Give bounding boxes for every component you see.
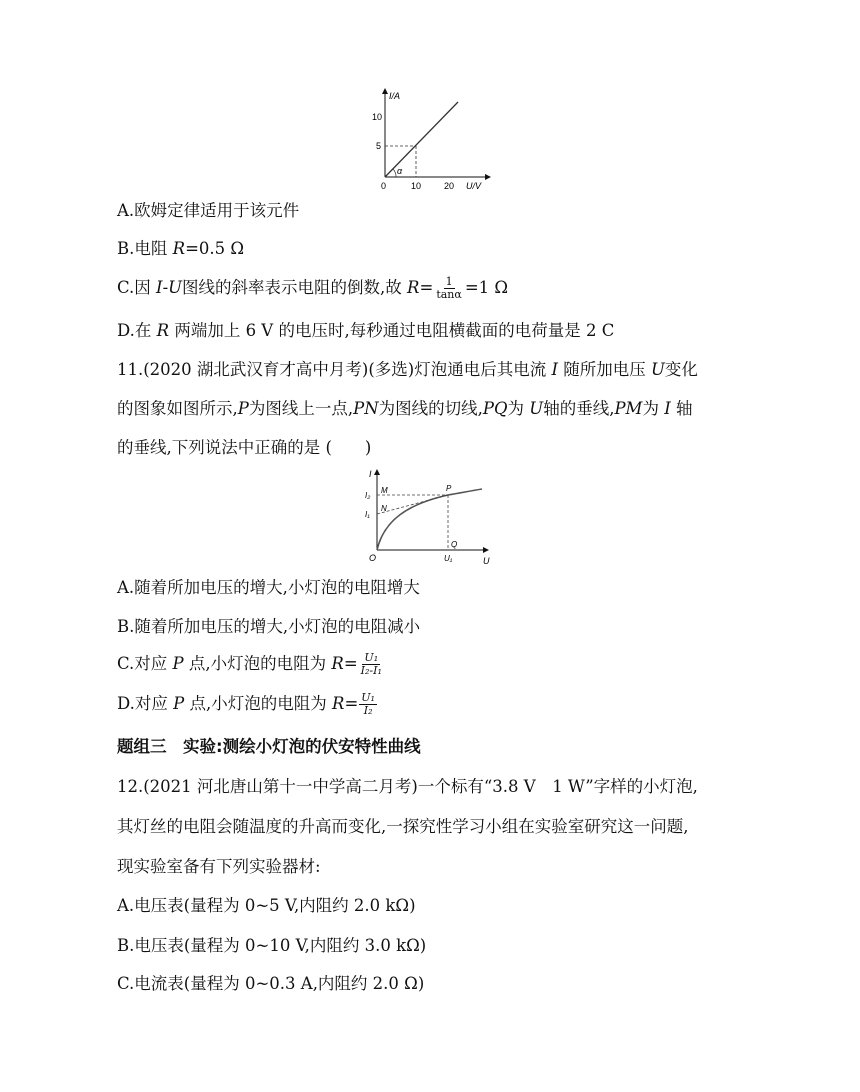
fraction-denominator: I₂-I₁ <box>360 664 382 677</box>
data-line <box>385 102 458 177</box>
q11-option-d <box>117 692 378 717</box>
q-label: Q <box>451 540 458 549</box>
q12-option-b: B.电压表(量程为 0~10 V,内阻约 3.0 kΩ) <box>117 936 427 955</box>
text: D.在 <box>117 321 157 340</box>
q12-stem-line1: 12.(2021 河北唐山第十一中学高二月考)一个标有“3.8 V 1 W”字样的小灯泡, <box>117 777 698 796</box>
tangent-line-pn <box>377 495 448 514</box>
var-p: P <box>173 694 185 713</box>
text: = <box>343 654 358 673</box>
y-tick-10: 10 <box>372 112 383 122</box>
q11-stem-line3: 的垂线,下列说法中正确的是 ( ) <box>117 438 372 457</box>
text: = <box>419 278 434 297</box>
fraction <box>359 652 384 677</box>
text: 两端加上 6 V 的电压时,每秒通过电阻横截面的电荷量是 2 C <box>169 321 615 340</box>
text: B.电阻 <box>117 239 173 258</box>
text: =1 Ω <box>464 278 509 297</box>
p-label: P <box>446 484 452 493</box>
x-tick-10: 10 <box>411 181 422 191</box>
y-tick-5: 5 <box>376 141 382 151</box>
var-i: I <box>664 399 671 418</box>
y-axis-label: I <box>369 469 372 479</box>
var-u: U <box>651 360 665 379</box>
n-label: N <box>381 504 387 513</box>
m-label: M <box>381 486 388 495</box>
fraction <box>359 692 377 717</box>
q10-option-d <box>117 319 614 343</box>
var-pm: PM <box>614 399 643 418</box>
var-p: P <box>237 399 249 418</box>
graph-bulb-iu <box>360 468 500 570</box>
text: 为 <box>507 399 530 418</box>
text: 为 <box>642 399 665 418</box>
text: 为图线的切线, <box>378 399 483 418</box>
angle-label: α <box>397 166 403 176</box>
var-r: R <box>172 239 186 258</box>
graph-linear-iu <box>360 85 500 195</box>
text: C.对应 <box>117 654 173 673</box>
text: 图线的斜率表示电阻的倒数,故 <box>182 278 408 297</box>
i1-label: I₁ <box>365 510 370 519</box>
q11-option-a: A.随着所加电压的增大,小灯泡的电阻增大 <box>117 578 420 597</box>
q10-option-c <box>117 276 508 301</box>
var-r: R <box>407 278 420 297</box>
var-pn: PN <box>353 399 379 418</box>
q12-stem-line3: 现实验室备有下列实验器材: <box>117 857 321 876</box>
x-axis-label: U <box>483 556 490 566</box>
var-i: I <box>156 278 163 297</box>
q12-stem-line2: 其灯丝的电阻会随温度的升高而变化,一探究性学习小组在实验室研究这一问题, <box>117 817 689 836</box>
y-axis-label: I/A <box>389 91 401 101</box>
q10-option-b <box>117 237 244 261</box>
fraction-numerator: 1 <box>445 275 453 288</box>
x-tick-20: 20 <box>444 181 455 191</box>
text: D.对应 <box>117 694 174 713</box>
text: 轴 <box>670 399 693 418</box>
var-r: R <box>156 321 170 340</box>
text: 点,小灯泡的电阻为 <box>183 654 332 673</box>
q11-stem-line1 <box>117 358 698 382</box>
text: 轴的垂线, <box>543 399 615 418</box>
fraction-denominator: I₂ <box>363 704 373 717</box>
origin-label: O <box>369 553 377 563</box>
q11-option-b: B.随着所加电压的增大,小灯泡的电阻减小 <box>117 617 421 636</box>
var-r: R <box>332 694 345 713</box>
x-axis-label: U/V <box>466 181 482 191</box>
var-r: R <box>331 654 344 673</box>
q12-option-a: A.电压表(量程为 0~5 V,内阻约 2.0 kΩ) <box>117 896 416 915</box>
q10-option-a: A.欧姆定律适用于该元件 <box>117 201 300 220</box>
var-u: U <box>529 399 544 418</box>
text: 变化 <box>664 360 698 379</box>
var-pq: PQ <box>482 399 508 418</box>
u1-label: U₁ <box>444 554 453 563</box>
text: C.因 <box>117 278 157 297</box>
q11-option-c <box>117 652 385 677</box>
angle-arc <box>393 169 396 177</box>
text: 11.(2020 湖北武汉育才高中月考)(多选)灯泡通电后其电流 <box>117 360 552 379</box>
q11-stem-line2 <box>117 397 692 421</box>
characteristic-curve <box>377 489 482 550</box>
fraction-numerator: U₁ <box>361 691 375 704</box>
i2-label: I₂ <box>365 491 371 500</box>
q12-option-c: C.电流表(量程为 0~0.3 A,内阻约 2.0 Ω) <box>117 974 425 993</box>
origin-label: 0 <box>381 181 387 191</box>
var-i: I <box>551 360 559 379</box>
fraction-denominator: tanα <box>436 288 462 301</box>
text: - <box>162 278 169 297</box>
fraction <box>434 276 464 301</box>
text: 点,小灯泡的电阻为 <box>184 694 332 713</box>
text: 随所加电压 <box>558 360 652 379</box>
fraction-numerator: U₁ <box>364 651 379 664</box>
text: 的图象如图所示, <box>117 399 238 418</box>
var-u: U <box>168 278 183 297</box>
text: = <box>344 694 359 713</box>
section-heading: 题组三 实验:测绘小灯泡的伏安特性曲线 <box>117 737 421 756</box>
text: =0.5 Ω <box>185 239 245 258</box>
text: 为图线上一点, <box>248 399 354 418</box>
var-p: P <box>172 654 184 673</box>
